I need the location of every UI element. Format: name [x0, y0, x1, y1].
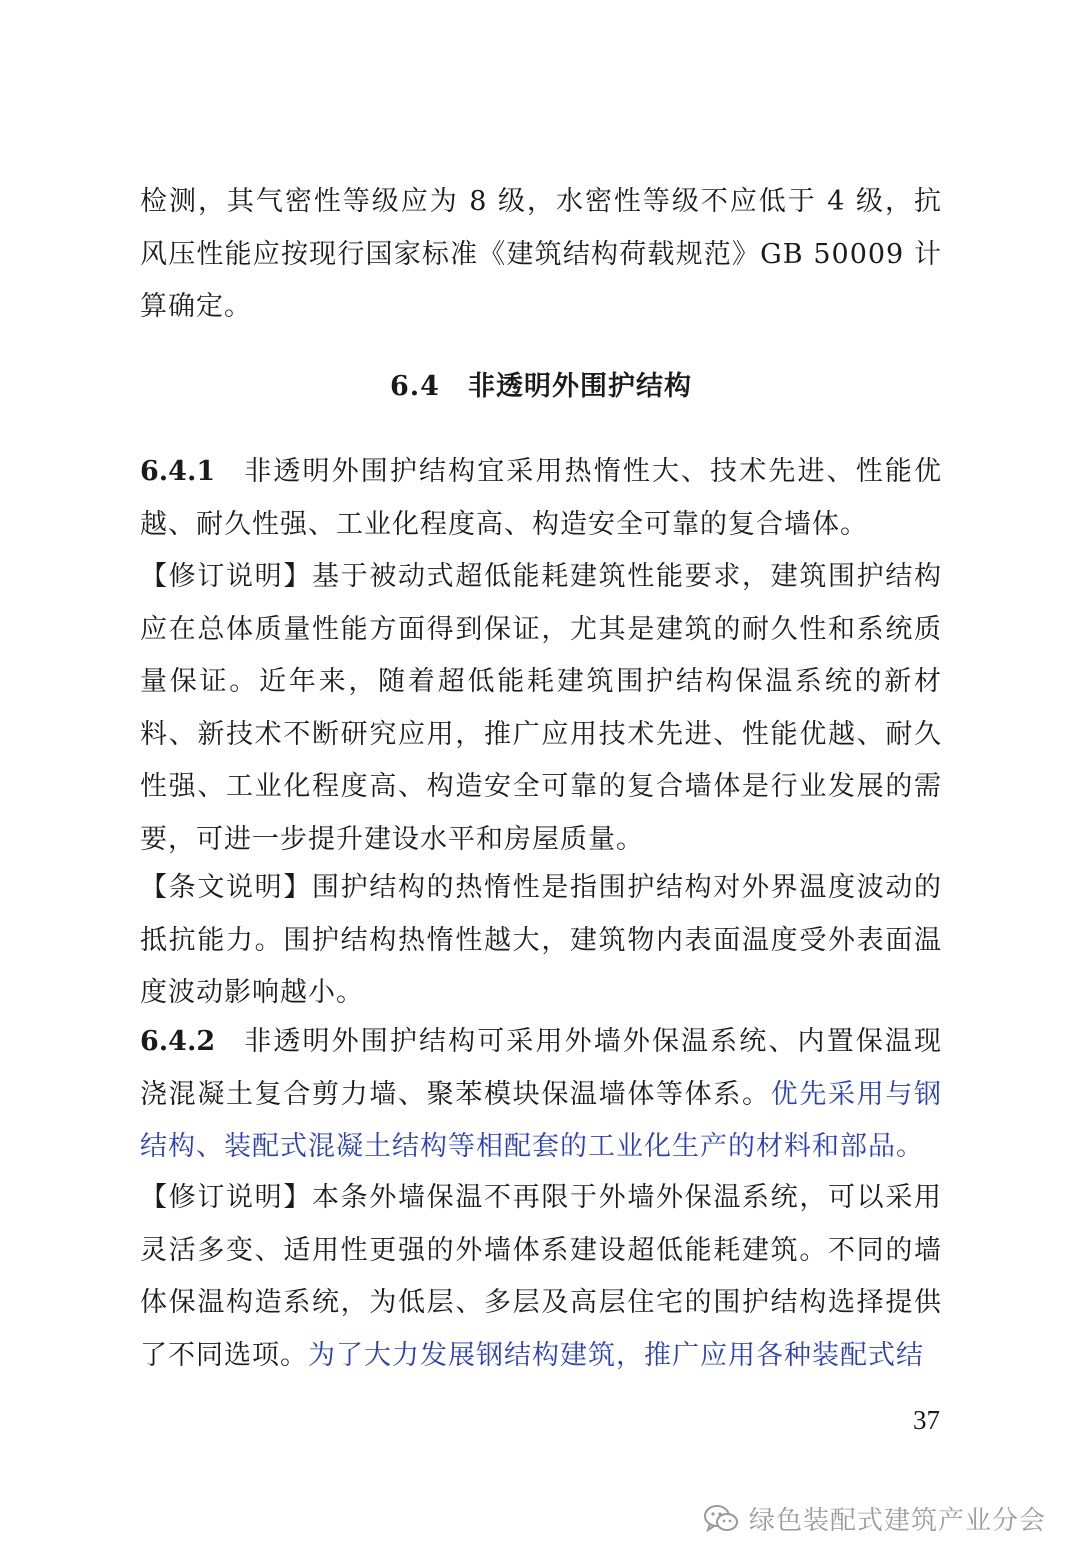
wechat-icon	[703, 1504, 739, 1534]
section-heading	[140, 364, 942, 403]
revision-note-text: 【修订说明】本条外墙保温不再限于外墙外保温系统，可以采用灵活多变、适用性更强的外墙体系建设超低能耗建筑。不同的墙体保温构造系统，为低层、多层及高层住宅的围护结构选择提供了不同选项。	[140, 1182, 942, 1371]
revision-note-1	[140, 551, 942, 866]
clause-highlight-text: 优先采用与钢结构、装配式混凝土结构等相配套的工业化生产的材料和部品。	[140, 1078, 943, 1162]
clause-explanation-1	[140, 862, 942, 1020]
revision-note-2	[140, 1172, 942, 1382]
clause-number: 6.4.2	[140, 1026, 216, 1057]
clause-text: 非透明外围护结构宜采用热惰性大、技术先进、性能优越、耐久性强、工业化程度高、构造安全可靠的复合墙体。	[140, 456, 942, 540]
paragraph-continuation-text: 检测，其气密性等级应为 8 级，水密性等级不应低于 4 级，抗风压性能应按现行国家标准《建筑结构荷载规范》GB 50009 计算确定。	[140, 186, 942, 322]
watermark	[703, 1500, 1046, 1537]
clause-number: 6.4.1	[140, 456, 216, 487]
section-title: 非透明外围护结构	[467, 371, 692, 402]
paragraph-continuation	[140, 176, 942, 334]
revision-note-text: 【修订说明】基于被动式超低能耗建筑性能要求，建筑围护结构应在总体质量性能方面得到保证，尤其是建筑的耐久性和系统质量保证。近年来，随着超低能耗建筑围护结构保温系统的新材料、新技术不断研究应用，推广应用技术先进、性能优越、耐久性强、工业化程度高、构造安全可靠的复合墙体是行业发展的需要，可进一步提升建设水平和房屋质量。	[140, 561, 942, 855]
revision-highlight-text: 为了大力发展钢结构建筑，推广应用各种装配式结	[308, 1339, 924, 1371]
section-number: 6.4	[390, 371, 440, 402]
clause-6-4-1	[140, 446, 942, 551]
watermark-text: 绿色装配式建筑产业分会	[748, 1506, 1046, 1536]
clause-text: 非透明外围护结构可采用外墙外保温系统、内置保温现浇混凝土复合剪力墙、聚苯模块保温墙体等体系。	[140, 1026, 942, 1110]
clause-6-4-2	[140, 1016, 942, 1174]
clause-explanation-text: 【条文说明】围护结构的热惰性是指围护结构对外界温度波动的抵抗能力。围护结构热惰性越大，建筑物内表面温度受外表面温度波动影响越小。	[140, 872, 942, 1008]
page-number: 37	[913, 1405, 940, 1435]
